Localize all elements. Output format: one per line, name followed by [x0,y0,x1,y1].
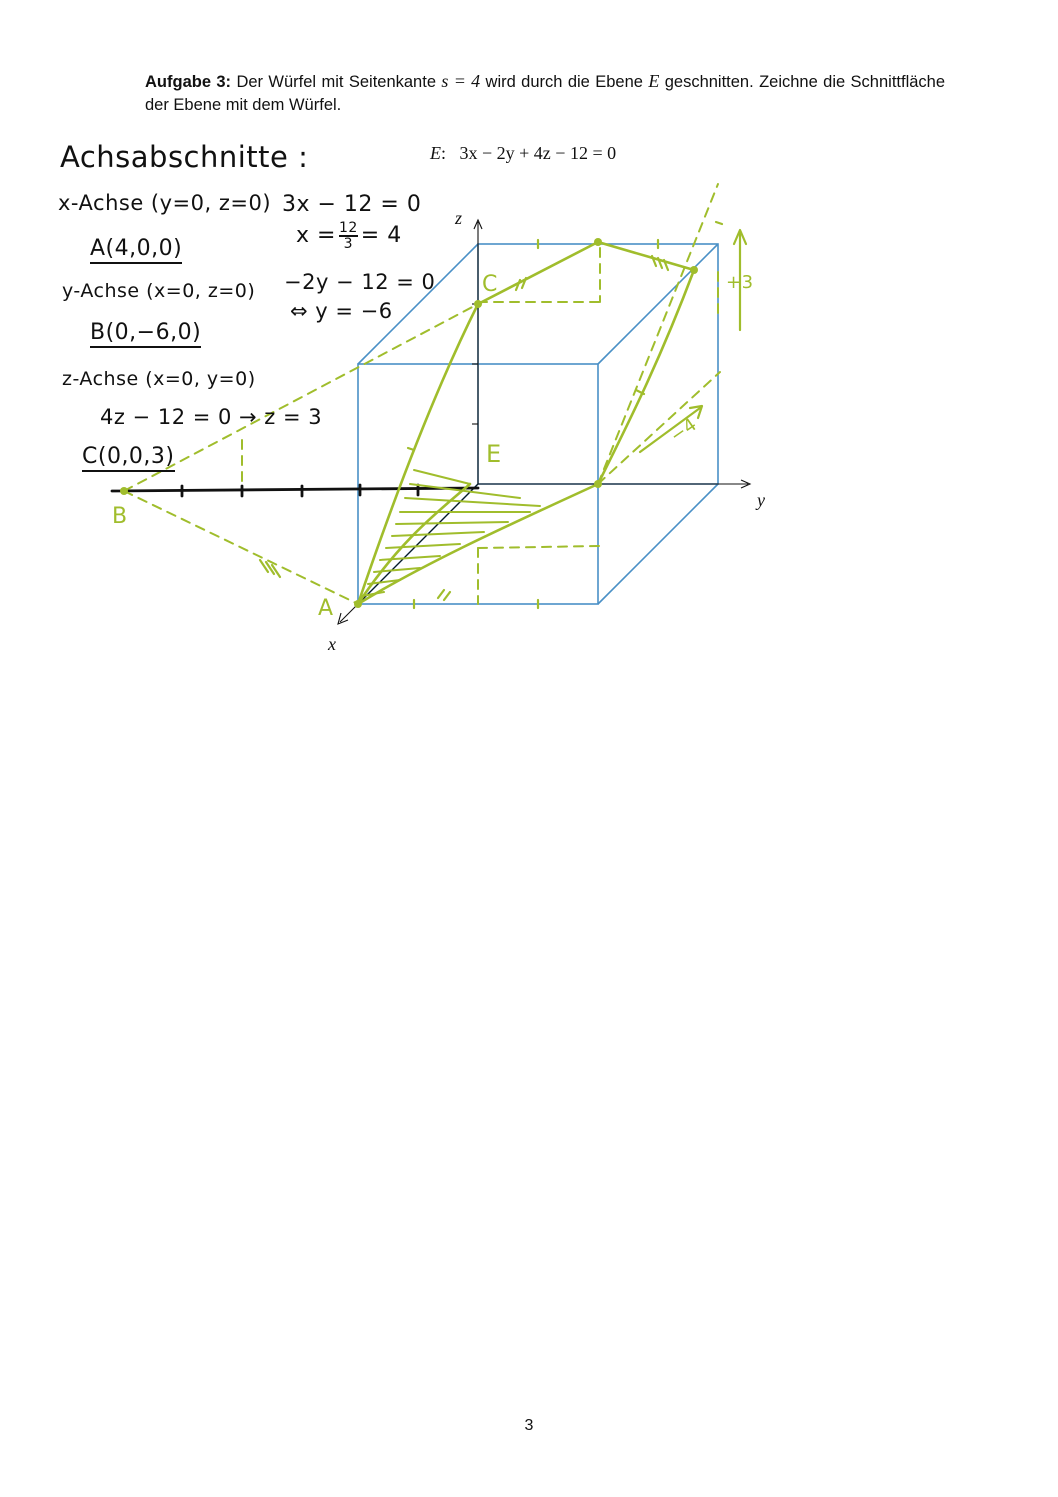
hatch-line [392,532,484,536]
task-text-1: Der Würfel mit Seitenkante [236,73,436,91]
side-length-variable: s = 4 [441,71,481,91]
x-calc-numerator: 12 [338,220,358,236]
trace-ba [124,491,358,604]
cut-surface-outline [358,242,694,604]
label-c: C [482,272,498,297]
plane-equation-body: : 3x − 2y + 4z − 12 = 0 [441,143,617,163]
notes-heading: Achsabschnitte : [60,140,309,174]
edge-ac [358,304,478,604]
page-number: 3 [524,1417,534,1434]
task-text-2: wird durch die Ebene [485,73,643,91]
x-calc-result: = 4 [360,223,402,248]
label-b: B [112,504,128,529]
tick [716,222,722,224]
y-axis-note: y-Achse (x=0, z=0) [62,280,256,302]
point-a-note: A(4,0,0) [90,236,182,264]
hatch-line [396,522,508,524]
z-calc: 4z − 12 = 0 → z = 3 [100,405,323,429]
z-axis-label: z [455,208,463,228]
x-calc-fraction [339,221,358,251]
x-calc-denominator: 3 [343,236,354,252]
x-calc-x: x = [296,223,336,248]
cube-edge [598,484,718,604]
hatch-line [414,470,470,484]
edge-top-right [598,242,694,270]
label-plus3: +3 [726,272,754,293]
label-a: A [318,596,334,621]
tick [444,592,450,600]
y-calc-line-1: −2y − 12 = 0 [284,270,436,294]
hatch-line [386,544,460,548]
point-c-note: C(0,0,3) [82,444,175,472]
point-c [474,300,482,308]
x-axis-note: x-Achse (y=0, z=0) [58,191,272,215]
construction [120,184,746,608]
point-b [120,487,128,495]
task-text-3: geschnitten. Zeichne die Schnittfläche der Ebene mit dem Würfel. [145,73,946,114]
point-bottom [594,480,602,488]
hatch-line [405,498,540,506]
trace-right [598,372,720,484]
cube-edge [598,244,718,364]
x-calc-line-2 [296,221,402,251]
point-right [690,266,698,274]
y-axis-label: y [757,490,765,510]
point-a [354,600,362,608]
y-calc-line-2: ⇔ y = −6 [290,299,393,323]
aux-horizontal [478,546,600,548]
edge-right-down [598,270,694,484]
point-top [594,238,602,246]
hatch-line [380,556,440,560]
negative-y-axis-line [112,488,478,491]
plane-equation-name: E [430,143,441,163]
point-b-note: B(0,−6,0) [90,320,201,348]
x-axis-label: x [328,634,336,654]
tick [438,590,444,598]
z-axis-note: z-Achse (x=0, y=0) [62,368,256,390]
task-label: Aufgabe 3: [145,73,232,91]
plane-variable: E [648,71,660,91]
tick [408,448,414,450]
label-e: E [486,440,502,468]
x-calc-line-1: 3x − 12 = 0 [282,192,422,217]
label-minus4: −4 [666,413,702,448]
